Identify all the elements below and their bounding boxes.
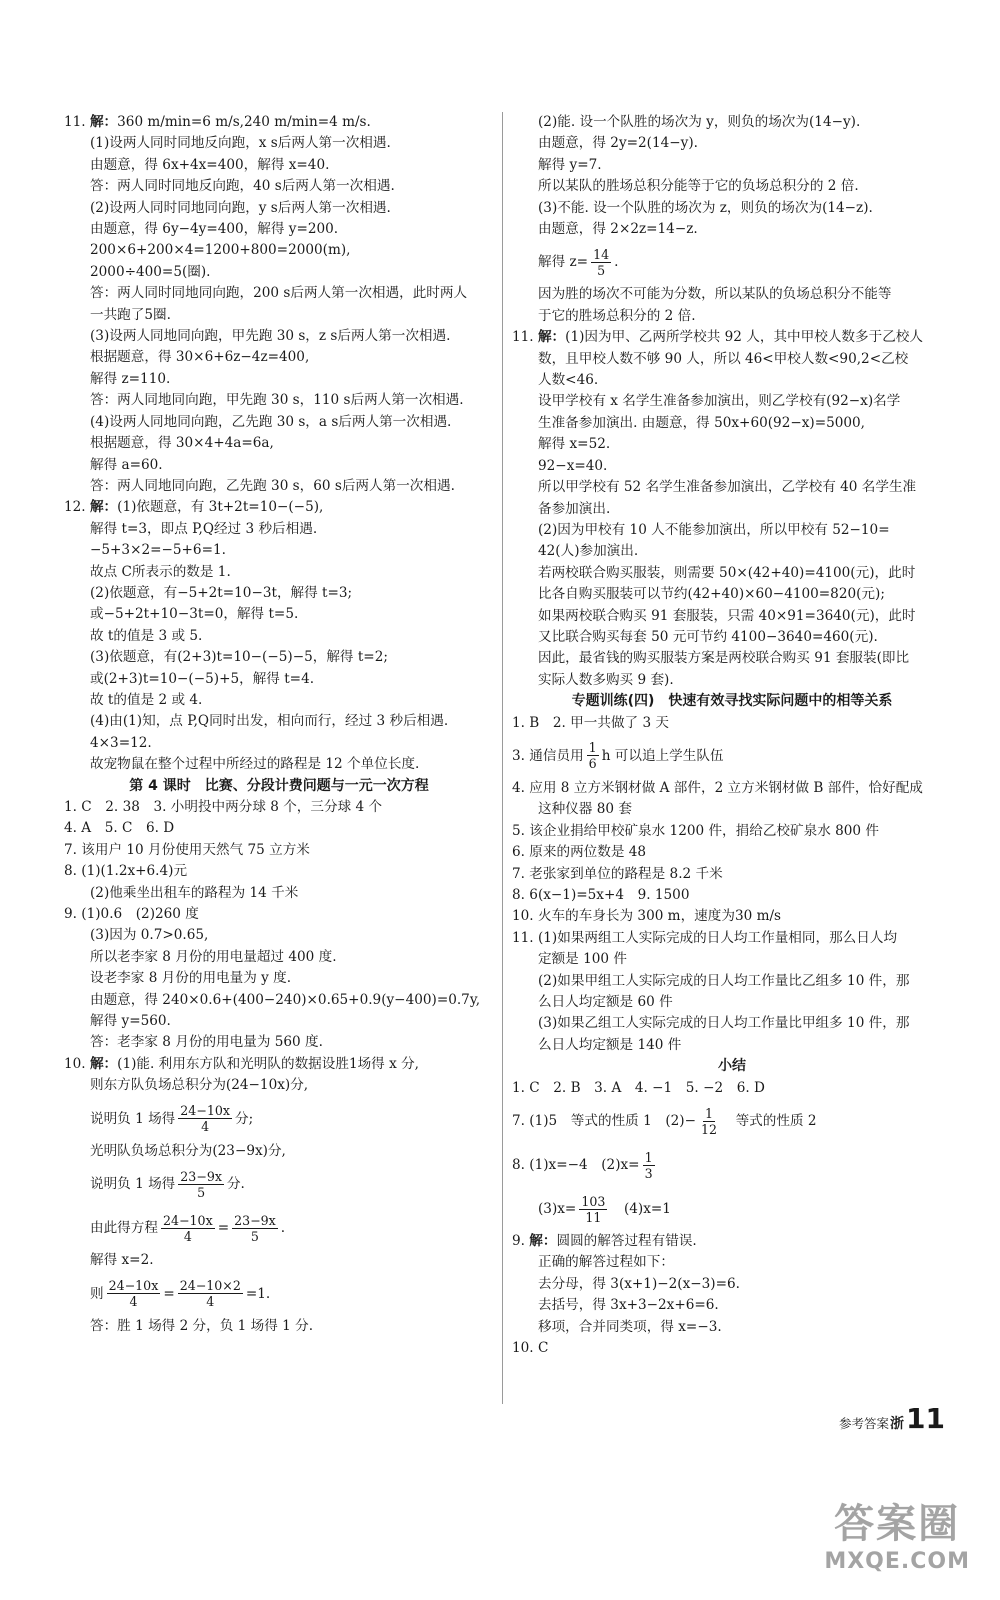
q12-line: (4)由(1)知，点 P,Q同时出发，相向而行，经过 3 秒后相遇. xyxy=(90,713,449,730)
q11-line: 42(人)参加演出. xyxy=(538,543,639,560)
site-logo-watermark xyxy=(824,1492,970,1574)
q11-line: 92−x=40. xyxy=(538,457,608,474)
answer-line: 10. C xyxy=(512,1340,549,1357)
q12-line: (2)依题意，有−5+2t=10−3t，解得 t=3; xyxy=(90,584,353,601)
q12-line: 12. 解：(1)依题意，有 3t+2t=10−(−5), xyxy=(64,499,324,516)
q10-continued-line: 于它的胜场总积分的 2 倍. xyxy=(538,307,696,324)
q9-line: 移项，合并同类项，得 x=−3. xyxy=(538,1318,722,1335)
section-heading-lesson-4: 第 4 课时 比赛、分段计费问题与一元一次方程 xyxy=(129,777,429,794)
q11-line: 人数<46. xyxy=(538,372,599,389)
q12-line: 故点 C所表示的数是 1. xyxy=(90,563,231,580)
q11-line: 答：两人同地同向跑，甲先跑 30 s，110 s后两人第一次相遇. xyxy=(90,392,464,409)
q12-line: −5+3×2=−5+6=1. xyxy=(90,542,226,559)
q11-line: 根据题意，得 30×4+4a=6a, xyxy=(90,435,274,452)
logo-text: 答案圈 xyxy=(834,1501,961,1547)
answer-line: 10. 火车的车身长为 300 m，速度为30 m/s xyxy=(512,908,782,925)
fraction: $\frac{1}{3}$ xyxy=(644,1149,653,1181)
q11-line: (1)设两人同时同地反向跑，x s后两人第一次相遇. xyxy=(90,135,391,152)
answer-line: 这种仪器 80 套 xyxy=(538,801,632,818)
q10-continued-line: 由题意，得 2×2z=14−z. xyxy=(538,221,698,238)
q10-equation-line: 则 $\frac{24-10x}{4}$ = $\frac{24-10\times 2}{4}$ =1. xyxy=(90,1278,271,1309)
q12-line: 故宠物鼠在整个过程中所经过的路程是 12 个单位长度. xyxy=(90,756,420,773)
answer-line: 11. (1)如果两组工人实际完成的日人均工作量相同，那么日人均 xyxy=(512,929,898,946)
q10-line: 10. 解：(1)能. 利用东方队和光明队的数据设胜1场得 x 分, xyxy=(64,1055,420,1072)
q10-continued-line: 解得 y=7. xyxy=(538,156,602,173)
fraction: $\frac{1}{6}$ xyxy=(588,740,597,772)
q10-line: 则东方队负场总积分为(24−10x)分, xyxy=(90,1077,309,1094)
q11-line: 200×6+200×4=1200+800=2000(m), xyxy=(90,242,351,259)
fraction: $\frac{24-10x}{4}$ xyxy=(180,1103,230,1135)
answer-line: 么日人均定额是 140 件 xyxy=(538,1036,682,1053)
q9-line: 去括号，得 3x+3−2x+6=6. xyxy=(538,1297,719,1314)
q11-line: 解得 z=110. xyxy=(90,370,171,387)
answer-line: 6. 原来的两位数是 48 xyxy=(512,844,647,861)
q9-line: 9. 解：圆圆的解答过程有错误. xyxy=(512,1233,697,1250)
q11-line: 答：两人同时同地反向跑，40 s后两人第一次相遇. xyxy=(90,178,395,195)
q11-line: 答：两人同时同地同向跑，200 s后两人第一次相遇，此时两人 xyxy=(90,285,468,302)
fraction: $\frac{14}{5}$ xyxy=(593,246,610,278)
q11-line: 一共跑了5圈. xyxy=(90,306,171,323)
q10-fraction-line: 解得 z= $\frac{14}{5}$ . xyxy=(538,246,619,278)
right-column xyxy=(512,112,952,1360)
answer-line: 7. 该用户 10 月份使用天然气 75 立方米 xyxy=(64,841,310,858)
answer-fraction-line: 7. (1)5 等式的性质 1 (2)− $\frac{1}{12}$ 等式的性质 2 xyxy=(512,1105,817,1137)
section-heading-summary: 小结 xyxy=(718,1058,746,1075)
q11-line: 设甲学校有 x 名学生准备参加演出，则乙学校有(92−x)名学 xyxy=(538,393,901,410)
q12-line: 故 t的值是 2 或 4. xyxy=(90,691,203,708)
answer-line: 7. 老张家到单位的路程是 8.2 千米 xyxy=(512,865,723,882)
q11-line: 数，且甲校人数不够 90 人，所以 46<甲校人数<90,2<乙校 xyxy=(538,350,909,367)
q11-line: 所以甲学校有 52 名学生准备参加演出，乙学校有 40 名学生准 xyxy=(538,479,917,496)
q12-line: 解得 t=3，即点 P,Q经过 3 秒后相遇. xyxy=(90,520,318,537)
answer-line: (3)如果乙组工人实际完成的日人均工作量比甲组多 10 件，那 xyxy=(538,1015,910,1032)
q11-line: 备参加演出. xyxy=(538,500,611,517)
q11-line: 实际人数多购买 9 套). xyxy=(538,671,674,688)
answer-line: 么日人均定额是 60 件 xyxy=(538,994,673,1011)
answer-line: 解得 y=560. xyxy=(90,1013,171,1030)
section-heading-special-training: 专题训练(四) 快速有效寻找实际问题中的相等关系 xyxy=(571,693,893,710)
q10-fraction-line: 说明负 1 场得 $\frac{24-10x}{4}$ 分; xyxy=(90,1103,254,1135)
q12-line: (3)依题意，有(2+3)t=10−(−5)−5，解得 t=2; xyxy=(90,649,388,666)
q10-continued-line: 所以某队的胜场总积分能等于它的负场总积分的 2 倍. xyxy=(538,178,859,195)
answer-line: 答：老李家 8 月份的用电量为 560 度. xyxy=(90,1034,323,1051)
q12-line: 故 t的值是 3 或 5. xyxy=(90,627,203,644)
answer-line: 8. 6(x−1)=5x+4 9. 1500 xyxy=(512,887,690,903)
fraction: $\frac{1}{12}$ xyxy=(700,1105,717,1137)
fraction: $\frac{23-9x}{5}$ xyxy=(180,1168,222,1200)
q10-continued-line: 由题意，得 2y=2(14−y). xyxy=(538,135,698,152)
q12-line: 或(2+3)t=10−(−5)+5，解得 t=4. xyxy=(90,670,315,687)
q10-line: 解得 x=2. xyxy=(90,1252,154,1269)
answer-line: (3)因为 0.7>0.65, xyxy=(90,927,209,944)
q11-line: 比各自购买服装可以节约(42+40)×60−4100=820(元); xyxy=(538,586,885,603)
answer-line: 9. (1)0.6 (2)260 度 xyxy=(64,906,199,923)
q9-line: 正确的解答过程如下： xyxy=(538,1254,674,1271)
answer-fraction-line: 3. 通信员用 $\frac{1}{6}$ h 可以追上学生队伍 xyxy=(512,740,724,772)
q11-line: 由题意，得 6x+4x=400，解得 x=40. xyxy=(90,156,330,173)
answer-line: 1. C 2. 38 3. 小明投中两分球 8 个，三分球 4 个 xyxy=(64,799,383,815)
q11-line: 根据题意，得 30×6+6z−4z=400, xyxy=(90,349,310,366)
left-column xyxy=(64,112,494,1337)
q11-line: (2)因为甲校有 10 人不能参加演出，所以甲校有 52−10= xyxy=(538,521,890,538)
q9-line: 去分母，得 3(x+1)−2(x−3)=6. xyxy=(538,1275,740,1292)
answer-line: 8. (1)(1.2x+6.4)元 xyxy=(64,863,188,880)
answer-fraction-line: 8. (1)x=−4 (2)x= $\frac{1}{3}$ xyxy=(512,1149,653,1181)
fraction: $\frac{24-10\times 2}{4}$ xyxy=(179,1278,241,1309)
q11-line: 又比联合购买每套 50 元可节约 4100−3640=460(元). xyxy=(538,628,878,645)
q12-line: 或−5+2t+10−3t=0，解得 t=5. xyxy=(90,606,299,623)
q10-fraction-line: 说明负 1 场得 $\frac{23-9x}{5}$ 分. xyxy=(90,1168,245,1200)
answer-line: 所以老李家 8 月份的用电量超过 400 度. xyxy=(90,948,337,965)
answer-line: 4. A 5. C 6. D xyxy=(64,820,175,837)
footer-label: 参考答案 xyxy=(839,1416,890,1431)
q10-continued-line: 因为胜的场次不可能为分数，所以某队的负场总积分不能等 xyxy=(538,286,892,303)
q11-line: (3)设两人同地同向跑，甲先跑 30 s，z s后两人第一次相遇. xyxy=(90,328,451,345)
q11-line: 生准备参加演出. 由题意，得 50x+60(92−x)=5000, xyxy=(538,414,866,431)
fraction: $\frac{24-10x}{4}$ xyxy=(108,1278,159,1309)
answer-line: (2)他乘坐出租车的路程为 14 千米 xyxy=(90,884,299,901)
answer-line: 由题意，得 240×0.6+(400−240)×0.65+0.9(y−400)=0.7y, xyxy=(90,991,481,1008)
q11-line: (2)设两人同时同地同向跑，y s后两人第一次相遇. xyxy=(90,199,391,216)
answer-line: (2)如果甲组工人实际完成的日人均工作量比乙组多 10 件，那 xyxy=(538,972,910,989)
answer-line: 定额是 100 件 xyxy=(538,951,627,968)
q10-continued-line: (3)不能. 设一个队胜的场次为 z，则负的场次为(14−z). xyxy=(538,199,873,216)
q11-line: 2000÷400=5(圈). xyxy=(90,263,211,280)
column-divider xyxy=(502,112,503,1404)
q11-line: 由题意，得 6y−4y=400，解得 y=200. xyxy=(90,221,339,238)
q11-line: 11. 解：(1)因为甲、乙两所学校共 92 人，其中甲校人数多于乙校人 xyxy=(512,329,923,346)
answer-line: 4. 应用 8 立方米钢材做 A 部件，2 立方米钢材做 B 部件，恰好配成 xyxy=(512,779,923,796)
q10-equation-line: 由此得方程 $\frac{24-10x}{4}$ = $\frac{23-9x}{5}$ . xyxy=(90,1212,286,1244)
q10-line: 光明队负场总积分为(23−9x)分, xyxy=(90,1142,286,1159)
fraction: $\frac{103}{11}$ xyxy=(581,1193,606,1225)
answer-line: 设老李家 8 月份的用电量为 y 度. xyxy=(90,970,292,987)
q11-line: 若两校联合购买服装，则需要 50×(42+40)=4100(元)，此时 xyxy=(538,564,916,581)
q10-continued-line: (2)能. 设一个队胜的场次为 y，则负的场次为(14−y). xyxy=(538,114,861,130)
q11-line: 答：两人同地同向跑，乙先跑 30 s，60 s后两人第一次相遇. xyxy=(90,477,455,494)
q11-line: 因此，最省钱的购买服装方案是两校联合购买 91 套服装(即比 xyxy=(538,650,910,667)
q11-line: 11. 解：360 m/min=6 m/s,240 m/min=4 m/s. xyxy=(64,114,371,130)
answer-line: 5. 该企业捐给甲校矿泉水 1200 件，捐给乙校矿泉水 800 件 xyxy=(512,822,879,839)
q11-line: 解得 a=60. xyxy=(90,456,163,473)
answer-line: 1. B 2. 甲一共做了 3 天 xyxy=(512,714,670,731)
q11-line: 如果两校联合购买 91 套服装，只需 40×91=3640(元)，此时 xyxy=(538,607,916,624)
fraction: $\frac{24-10x}{4}$ xyxy=(162,1212,213,1244)
q10-line: 答：胜 1 场得 2 分，负 1 场得 1 分. xyxy=(90,1317,314,1334)
q11-line: 解得 x=52. xyxy=(538,436,611,453)
q11-line: (4)设两人同地同向跑，乙先跑 30 s，a s后两人第一次相遇. xyxy=(90,413,452,430)
fraction: $\frac{23-9x}{5}$ xyxy=(234,1212,276,1244)
page-number: 浙11 xyxy=(890,1402,945,1435)
logo-url: MXQE.COM xyxy=(824,1549,970,1574)
answer-line: 1. C 2. B 3. A 4. −1 5. −2 6. D xyxy=(512,1079,765,1096)
answer-fraction-line: (3)x= $\frac{103}{11}$ (4)x=1 xyxy=(538,1193,671,1225)
q12-line: 4×3=12. xyxy=(90,734,152,751)
